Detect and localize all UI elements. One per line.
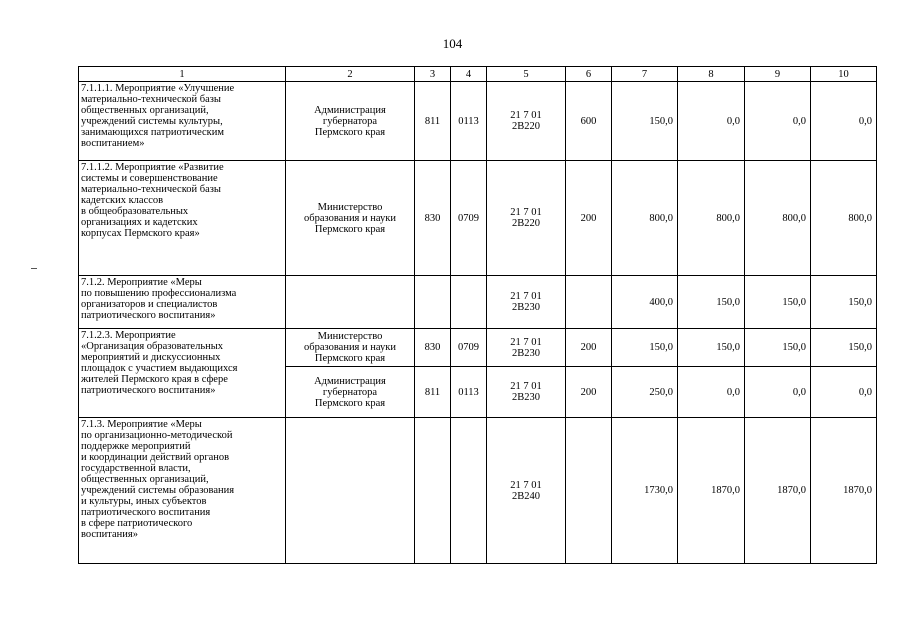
target-code: 21 7 01 2В230: [487, 329, 566, 367]
amount-col9: 150,0: [745, 276, 811, 329]
amount-col8: 150,0: [678, 276, 745, 329]
amount-col9: 800,0: [745, 161, 811, 276]
table-row: [79, 418, 877, 564]
column-header: 1: [79, 67, 286, 82]
section-code: 0709: [451, 329, 487, 367]
column-header: 5: [487, 67, 566, 82]
table-header-row: [79, 67, 877, 82]
amount-col10: 0,0: [811, 82, 877, 161]
amount-col7: 150,0: [612, 82, 678, 161]
amount-col8: 150,0: [678, 329, 745, 367]
amount-col7: 400,0: [612, 276, 678, 329]
section-code: 0113: [451, 82, 487, 161]
amount-col10: 150,0: [811, 276, 877, 329]
table-row: [79, 82, 877, 161]
expense-type: 600: [566, 82, 612, 161]
amount-col8: 800,0: [678, 161, 745, 276]
expense-type: 200: [566, 329, 612, 367]
executor: Министерство образования и науки Пермского края: [286, 161, 415, 276]
admin-code: 830: [415, 161, 451, 276]
amount-col8: 0,0: [678, 82, 745, 161]
expense-type: 200: [566, 367, 612, 418]
table-row: [79, 276, 877, 329]
amount-col8: 1870,0: [678, 418, 745, 564]
amount-col10: 1870,0: [811, 418, 877, 564]
section-code: [451, 276, 487, 329]
column-header: 7: [612, 67, 678, 82]
target-code: 21 7 01 2В230: [487, 367, 566, 418]
amount-col10: 800,0: [811, 161, 877, 276]
admin-code: 811: [415, 82, 451, 161]
target-code: 21 7 01 2В220: [487, 82, 566, 161]
activity-name: 7.1.1.1. Мероприятие «Улучшение материально-технической базы общественных организаций, учреждений системы культуры, занимающихся патриотическим воспитанием»: [79, 82, 286, 161]
admin-code: 811: [415, 367, 451, 418]
expense-type: 200: [566, 161, 612, 276]
executor: [286, 418, 415, 564]
amount-col9: 0,0: [745, 367, 811, 418]
executor: Администрация губернатора Пермского края: [286, 82, 415, 161]
column-header: 8: [678, 67, 745, 82]
margin-mark: [31, 268, 37, 269]
column-header: 10: [811, 67, 877, 82]
admin-code: [415, 418, 451, 564]
target-code: 21 7 01 2В230: [487, 276, 566, 329]
column-header: 3: [415, 67, 451, 82]
target-code: 21 7 01 2В220: [487, 161, 566, 276]
column-header: 4: [451, 67, 487, 82]
section-code: [451, 418, 487, 564]
amount-col8: 0,0: [678, 367, 745, 418]
executor: [286, 276, 415, 329]
amount-col7: 250,0: [612, 367, 678, 418]
activity-name: 7.1.2. Мероприятие «Меры по повышению профессионализма организаторов и специалистов патриотического воспитания»: [79, 276, 286, 329]
column-header: 2: [286, 67, 415, 82]
admin-code: [415, 276, 451, 329]
page-number: 104: [442, 36, 463, 51]
budget-table: [78, 66, 877, 564]
expense-type: [566, 418, 612, 564]
amount-col7: 150,0: [612, 329, 678, 367]
executor: Министерство образования и науки Пермского края: [286, 329, 415, 367]
amount-col9: 150,0: [745, 329, 811, 367]
executor: Администрация губернатора Пермского края: [286, 367, 415, 418]
amount-col10: 150,0: [811, 329, 877, 367]
table-row: [79, 329, 877, 367]
amount-col10: 0,0: [811, 367, 877, 418]
activity-name: 7.1.2.3. Мероприятие «Организация образовательных мероприятий и дискуссионных площадок с участием выдающихся жителей Пермского края в сфере патриотического воспитания»: [79, 329, 286, 418]
amount-col9: 1870,0: [745, 418, 811, 564]
activity-name: 7.1.1.2. Мероприятие «Развитие системы и совершенствование материально-технической базы кадетских классов в общеобразовательных организациях и кадетских корпусах Пермского края»: [79, 161, 286, 276]
expense-type: [566, 276, 612, 329]
column-header: 9: [745, 67, 811, 82]
amount-col7: 1730,0: [612, 418, 678, 564]
table-row: [79, 161, 877, 276]
column-header: 6: [566, 67, 612, 82]
amount-col7: 800,0: [612, 161, 678, 276]
admin-code: 830: [415, 329, 451, 367]
section-code: 0113: [451, 367, 487, 418]
target-code: 21 7 01 2В240: [487, 418, 566, 564]
section-code: 0709: [451, 161, 487, 276]
amount-col9: 0,0: [745, 82, 811, 161]
activity-name: 7.1.3. Мероприятие «Меры по организационно-методической поддержке мероприятий и координации действий органов государственной власти, общественных организаций, учреждений системы образования и культуры, иных субъектов патриотического воспитания в сфере патриотического воспитания»: [79, 418, 286, 564]
